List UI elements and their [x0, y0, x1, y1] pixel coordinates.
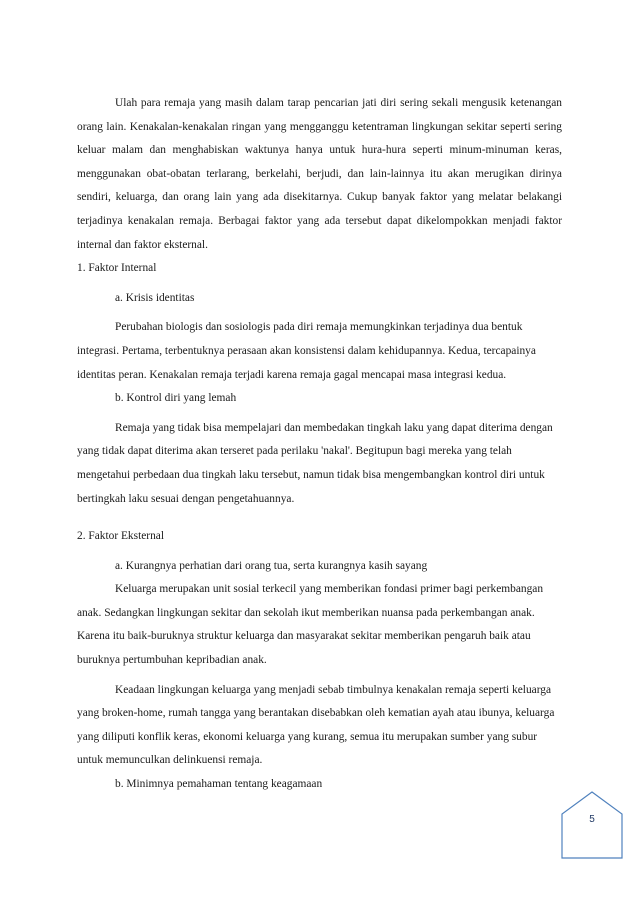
subheading-kontrol-diri: b. Kontrol diri yang lemah [115, 392, 237, 405]
intro-paragraph: Ulah para remaja yang masih dalam tarap pencarian jati diri sering sekali mengusik ketenangan orang lain. Kenakalan-kenakalan ringan yang mengganggu ketentraman lingkungan sekitar seperti sering keluar malam dan menghabiskan waktunya hanya untuk hura-hura seperti minum-minuman keras, menggunakan obat-obatan terlarang, berkelahi, berjudi, dan lain-lainnya itu akan merugikan dirinya sendiri, keluarga, dan orang lain yang ada disekitarnya. Cukup banyak faktor yang melatar belakangi terjadinya kenakalan remaja. Berbagai faktor yang ada tersebut dapat dikelompokkan menjadi faktor internal dan faktor eksternal. [77, 97, 562, 251]
subheading-keagamaan: b. Minimnya pemahaman tentang keagamaan [115, 778, 323, 791]
paragraph-keluarga: Keluarga merupakan unit sosial terkecil yang memberikan fondasi primer bagi perkembangan anak. Sedangkan lingkungan sekitar dan sekolah ikut memberikan nuansa pada perkembangan anak. Karena itu baik-buruknya struktur keluarga dan masyarakat sekitar memberikan pengaruh baik atau buruknya pertumbuhan kepribadian anak. [77, 583, 544, 667]
section-heading-internal: 1. Faktor Internal [77, 262, 157, 275]
page-number-marker-icon [560, 790, 624, 860]
paragraph-kontrol-diri: Remaja yang tidak bisa mempelajari dan membedakan tingkah laku yang dapat diterima dengan yang tidak dapat diterima akan terseret pada perilaku 'nakal'. Begitupun bagi mereka yang telah mengetahui perbedaan dua tingkah laku tersebut, namun tidak bisa mengembangkan kontrol diri untuk bertingkah laku sesuai dengan pengetahuannya. [77, 421, 553, 505]
document-page [77, 92, 562, 797]
paragraph-lingkungan-keluarga: Keadaan lingkungan keluarga yang menjadi sebab timbulnya kenakalan remaja seperti keluarga yang broken-home, rumah tangga yang berantakan disebabkan oleh kematian ayah atau ibunya, keluarga yang diliputi konflik keras, ekonomi keluarga yang kurang, semua itu merupakan sumber yang subur untuk memunculkan delinkuensi remaja. [77, 683, 555, 767]
page-number: 5 [589, 814, 595, 825]
subheading-perhatian-orang-tua: a. Kurangnya perhatian dari orang tua, serta kurangnya kasih sayang [115, 559, 428, 572]
subheading-krisis-identitas: a. Krisis identitas [115, 291, 195, 304]
paragraph-krisis-identitas: Perubahan biologis dan sosiologis pada diri remaja memungkinkan terjadinya dua bentuk integrasi. Pertama, terbentuknya perasaan akan konsistensi dalam kehidupannya. Kedua, tercapainya identitas peran. Kenakalan remaja terjadi karena remaja gagal mencapai masa integrasi kedua. [77, 321, 536, 381]
section-heading-external: 2. Faktor Eksternal [77, 530, 164, 543]
